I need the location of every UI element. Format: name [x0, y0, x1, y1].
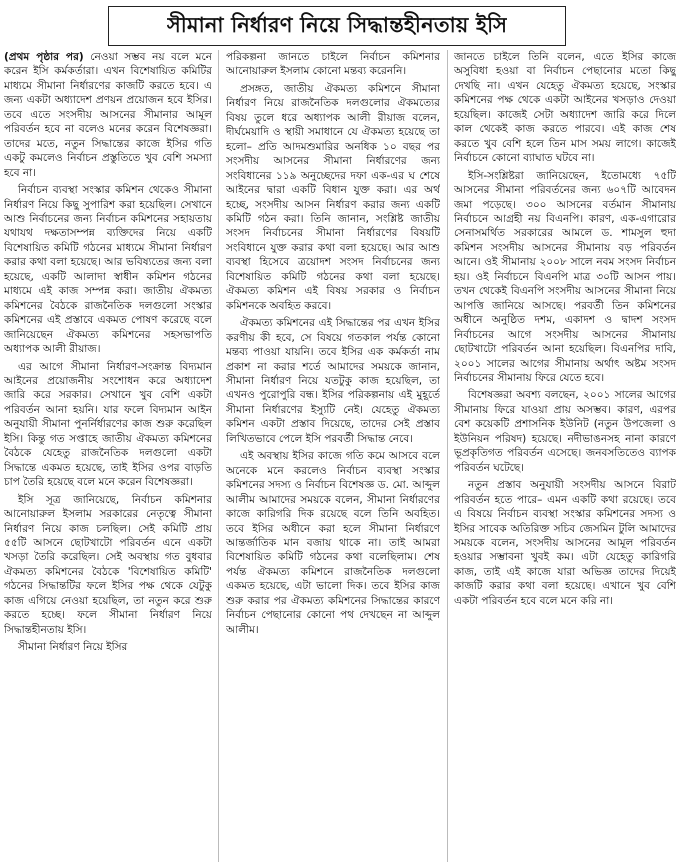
paragraph — [4, 50, 212, 180]
paragraph: নির্বাচন ব্যবস্থা সংস্কার কমিশন থেকেও সীমানা নির্ধারণ নিয়ে কিছু সুপারিশ করা হয়েছিল। সেখানে আশু নির্বাচনের জন্য নির্বাচন কমিশনের সহায়তায় যথাযথ দক্ষতাসম্পন্ন ব্যক্তিদের নিয়ে একটি বিশেষায়িত কমিটি গঠনের মাধ্যমে সীমানা নির্ধারণ করার কথা বলা হয়েছে। আর ভবিষ্যতের জন্য বলা হয়েছে, একটি আলাদা স্বাধীন কমিশন গঠনের মাধ্যমে এই কাজ সম্পন্ন করা। জাতীয় ঐকমত্য কমিশনের বৈঠকে রাজনৈতিক দলগুলো সংস্কার কমিশনের এই প্রস্তাবে একমত পোষণ করেছে বলে জানিয়েছেন ঐকমত্য কমিশনের সহসভাপতি অধ্যাপক আলী রীয়াজ। — [4, 184, 212, 356]
paragraph-text: নেওয়া সম্ভব নয় বলে মনে করেন ইসি কর্মকর্তারা। এখন বিশেষায়িত কমিটির মাধ্যমে সীমানা নির্ধারণের কাজটি করতে হবে। এ জন্য একটা অধ্যাদেশ প্রণয়ন প্রয়োজন হবে ইসির। তবে এতে সংসদীয় আসনের সীমানার আমূল পরিবর্তন হবে না বলেও মনের করেন বিশেষজ্ঞরা। তাদের মতে, নতুন সিদ্ধান্তের কাজে ইসির গতি একটু কমলেও নির্বাচন প্রস্তুতিতে খুব বেশি সমস্যা হবে না। — [4, 51, 212, 179]
column-2 — [226, 50, 440, 862]
paragraph: এর আগে সীমানা নির্ধারণ-সংক্রান্ত বিদ্যমান আইনের প্রয়োজনীয় সংশোধন করে অধ্যাদেশ জারি করে সরকার। সেখানে খুব বেশি একটা পরিবর্তন আনা হয়নি। যার ফলে বিদ্যমান আইন অনুযায়ী সীমানা পুনর্নির্ধারণের কাজ শুরু করেছিল ইসি। কিন্তু গত সপ্তাহে জাতীয় ঐকমত্য কমিশনের বৈঠকে যেহেতু রাজনৈতিক দলগুলো একটা সিদ্ধান্তে একমত হয়েছে, তাই ইসির ওপর বাড়তি চাপ তৈরি হয়েছে বলে মনে করেন বিশেষজ্ঞরা। — [4, 360, 212, 489]
headline-box — [108, 6, 566, 46]
paragraph: ঐকমত্য কমিশনের এই সিদ্ধান্তের পর এখন ইসির করণীয় কী হবে, সে বিষয়ে গতকাল পর্যন্ত কোনো মন্তব্য পাওয়া যায়নি। তবে ইসির এক কর্মকর্তা নাম প্রকাশ না করার শর্তে আমাদের সময়কে জানান, সীমানা নির্ধারণ নিয়ে যতটুকু কাজ হয়েছিল, তা এখনও পুরোপুরি বন্ধ। ইসির পরিকল্পনায় এই মুহূর্তে সীমানা নির্ধারণের ইস্যুটি নেই। যেহেতু ঐকমত্য কমিশন একটা প্রস্তাব দিয়েছে, তাদের সেই প্রস্তাব লিখিতভাবে পেলে ইসি পরবর্তী সিদ্ধান্ত নেবে। — [226, 317, 440, 445]
column-1 — [4, 50, 212, 862]
paragraph: পরিকল্পনা জানতে চাইলে নির্বাচন কমিশনার আনোয়ারুল ইসলাম কোনো মন্তব্য করেননি। — [226, 51, 440, 78]
column-divider — [218, 50, 219, 862]
continuation-label: (প্রথম পৃষ্ঠার পর) — [4, 51, 84, 63]
article-body — [4, 50, 676, 862]
paragraph: নতুন প্রস্তাব অনুযায়ী সংসদীয় আসনে বিরাট পরিবর্তন হতে পারে– এমন একটি কথা রয়েছে। তবে এ বিষয়ে নির্বাচন ব্যবস্থা সংস্কার কমিশনের সদস্য ও ইসির সাবেক অতিরিক্ত সচিব জেসমিন টুলি আমাদের সময়কে বলেন, সংসদীয় আসনের আমূল পরিবর্তন হওয়ার সম্ভাবনা খুবই কম। এটা যেহেতু কারিগরি কাজ, তাই এই কাজে যারা অভিজ্ঞ তাদের দিয়েই কাজটি করার কথা বলা হয়েছে। এখানে খুব বেশি একটা পরিবর্তন হবে বলে মনে করি না। — [454, 479, 676, 607]
headline: সীমানা নির্ধারণ নিয়ে সিদ্ধান্তহীনতায় ইসি — [166, 11, 508, 37]
paragraph: ইসি সূত্র জানিয়েছে, নির্বাচন কমিশনার আনোয়ারুল ইসলাম সরকারের নেতৃত্বে সীমানা নির্ধারণ নিয়ে কাজ চলছিল। সেই কমিটি প্রায় ৫৫টি আসনে ছোটখাটো পরিবর্তন এনে একটা খসড়া তৈরি করেছিল। সেই অবস্থায় গত বুধবার ঐকমত্য কমিশনের বৈঠকে 'বিশেষায়িত কমিটি' গঠনের সিদ্ধান্তটির ফলে ইসির পক্ষ থেকে যেটুকু কাজ এগিয়ে নেওয়া হয়েছিল, তা নতুন করে শুরু করতে হচ্ছে। ফলে সীমানা নির্ধারণ নিয়ে সিদ্ধান্তহীনতায় ইসি। — [4, 493, 212, 636]
paragraph: বিশেষজ্ঞরা অবশ্য বলছেন, ২০০১ সালের আগের সীমানায় ফিরে যাওয়া প্রায় অসম্ভব। কারণ, এরপর বেশ কয়েকটি প্রশাসনিক ইউনিট (নতুন উপজেলা ও ইউনিয়ন পরিষদ) হয়েছে। নদীভাঙনসহ নানা কারণে ভূপ্রকৃতিগত পরিবর্তন এসেছে। জনবসতিতেও ব্যাপক পরিবর্তন ঘটেছে। — [454, 389, 676, 474]
paragraph: ইসি-সংশ্লিষ্টরা জানিয়েছেন, ইতোমধ্যে ৭৫টি আসনের সীমানা পরিবর্তনের জন্য ৬০৭টি আবেদন জমা পড়েছে। ৩০০ আসনের বর্তমান সীমানায় নির্বাচনে আগ্রহী নয় বিএনপি। কারণ, এক-এগারোর সেনাসমর্থিত সরকারের আমলে ড. শামসুল হুদা কমিশন সংসদীয় আসনের সীমানায় বড় পরিবর্তন আনে। ওই সীমানায় ২০০৮ সালে নবম সংসদ নির্বাচন হয়। ওই নির্বাচনে বিএনপি মাত্র ৩০টি আসন পায়। তখন থেকেই বিএনপি সংসদীয় আসনের সীমানা নিয়ে আপত্তি জানিয়ে আসছে। পরবর্তী তিন কমিশনের অধীনে অনুষ্ঠিত দশম, একাদশ ও দ্বাদশ সংসদ নির্বাচনের আগে সংসদীয় আসনের সীমানায় ছোটখাটো পরিবর্তন আনা হয়েছিল। বিএনপির দাবি, ২০০১ সালের আগের সীমানায় অর্থাৎ অষ্টম সংসদ নির্বাচনের সীমানায় ফিরে যেতে হবে। — [454, 169, 676, 384]
paragraph: এই অবস্থায় ইসির কাজে গতি কমে আসবে বলে অনেকে মনে করলেও নির্বাচন ব্যবস্থা সংস্কার কমিশনের সদস্য ও নির্বাচন বিশেষজ্ঞ ড. মো. আব্দুল আলীম আমাদের সময়কে বলেন, সীমানা নির্ধারণের কাজে কারিগরি দিক রয়েছে বলে তিনি অবহিত। তবে ইসির অধীনে করা হলে সীমানা নির্ধারণে আন্তর্জাতিক মান বজায় থাকে না। তাই আমরা বিশেষায়িত কমিটি গঠনের কথা বলেছিলাম। শেষ পর্যন্ত ঐকমত্য কমিশনে রাজনৈতিক দলগুলো একমত হয়েছে, এটা ভালো দিক। তবে ইসির কাজ শুরু করার পর ঐকমত্য কমিশনের সিদ্ধান্তের কারণে নির্বাচন পেছানোর কোনো পথ দেখছেন না আব্দুল আলীম। — [226, 450, 440, 636]
column-3 — [454, 50, 676, 862]
paragraph: সীমানা নির্ধারণ নিয়ে ইসির — [18, 641, 128, 654]
paragraph: জানতে চাইলে তিনি বলেন, এতে ইসির কাজে অসুবিধা হওয়া বা নির্বাচন পেছানোর মতো কিছু দেখছি না। এখন যেহেতু ঐকমত্য হয়েছে, সংস্কার কমিশনের পক্ষ থেকে একটা আইনের খসড়াও দেওয়া হয়েছিল। কাজেই সেটা অধ্যাদেশ জারি করে দিলে কাল থেকেই কাজ করতে পারবে। এই কাজ শেষ করতে খুব বেশি হলে তিন মাস সময় লাগে। কাজেই নির্বাচনে কোনো ব্যাঘাত ঘটবে না। — [454, 51, 676, 165]
column-divider — [447, 50, 448, 862]
paragraph: প্রসঙ্গত, জাতীয় ঐকমত্য কমিশনে সীমানা নির্ধারণ নিয়ে রাজনৈতিক দলগুলোর ঐকমত্যের বিষয় তুলে ধরে অধ্যাপক আলী রীয়াজ বলেন, দীর্ঘমেয়াদি ও স্থায়ী সমাধানে যে ঐকমত্য হয়েছে তা হলো– প্রতি আদমশুমারির অনধিক ১০ বছর পর সংসদীয় আসনের সীমানা নির্ধারণের জন্য সংবিধানের ১১৯ অনুচ্ছেদের দফা এক-এর ঘ শেষে আইনের দ্বারা একটি বিধান যুক্ত করা। এর অর্থ হচ্ছে, সংসদীয় আসন নির্ধারণ করার জন্য একটি কমিটি গঠন করা। তিনি জানান, সংশ্লিষ্ট জাতীয় সংসদ নির্বাচনের সীমানা নির্ধারণের বিষয়টি সংবিধানে যুক্ত করার কথা বলা হয়েছে। আর আশু ব্যবস্থা হিসেবে ত্রয়োদশ সংসদ নির্বাচনের জন্য বিশেষায়িত কমিটি গঠনের কথা বলা হয়েছে। ঐকমত্য কমিশন এই বিষয় সরকার ও নির্বাচন কমিশনকে অবহিত করবে। — [226, 82, 440, 312]
